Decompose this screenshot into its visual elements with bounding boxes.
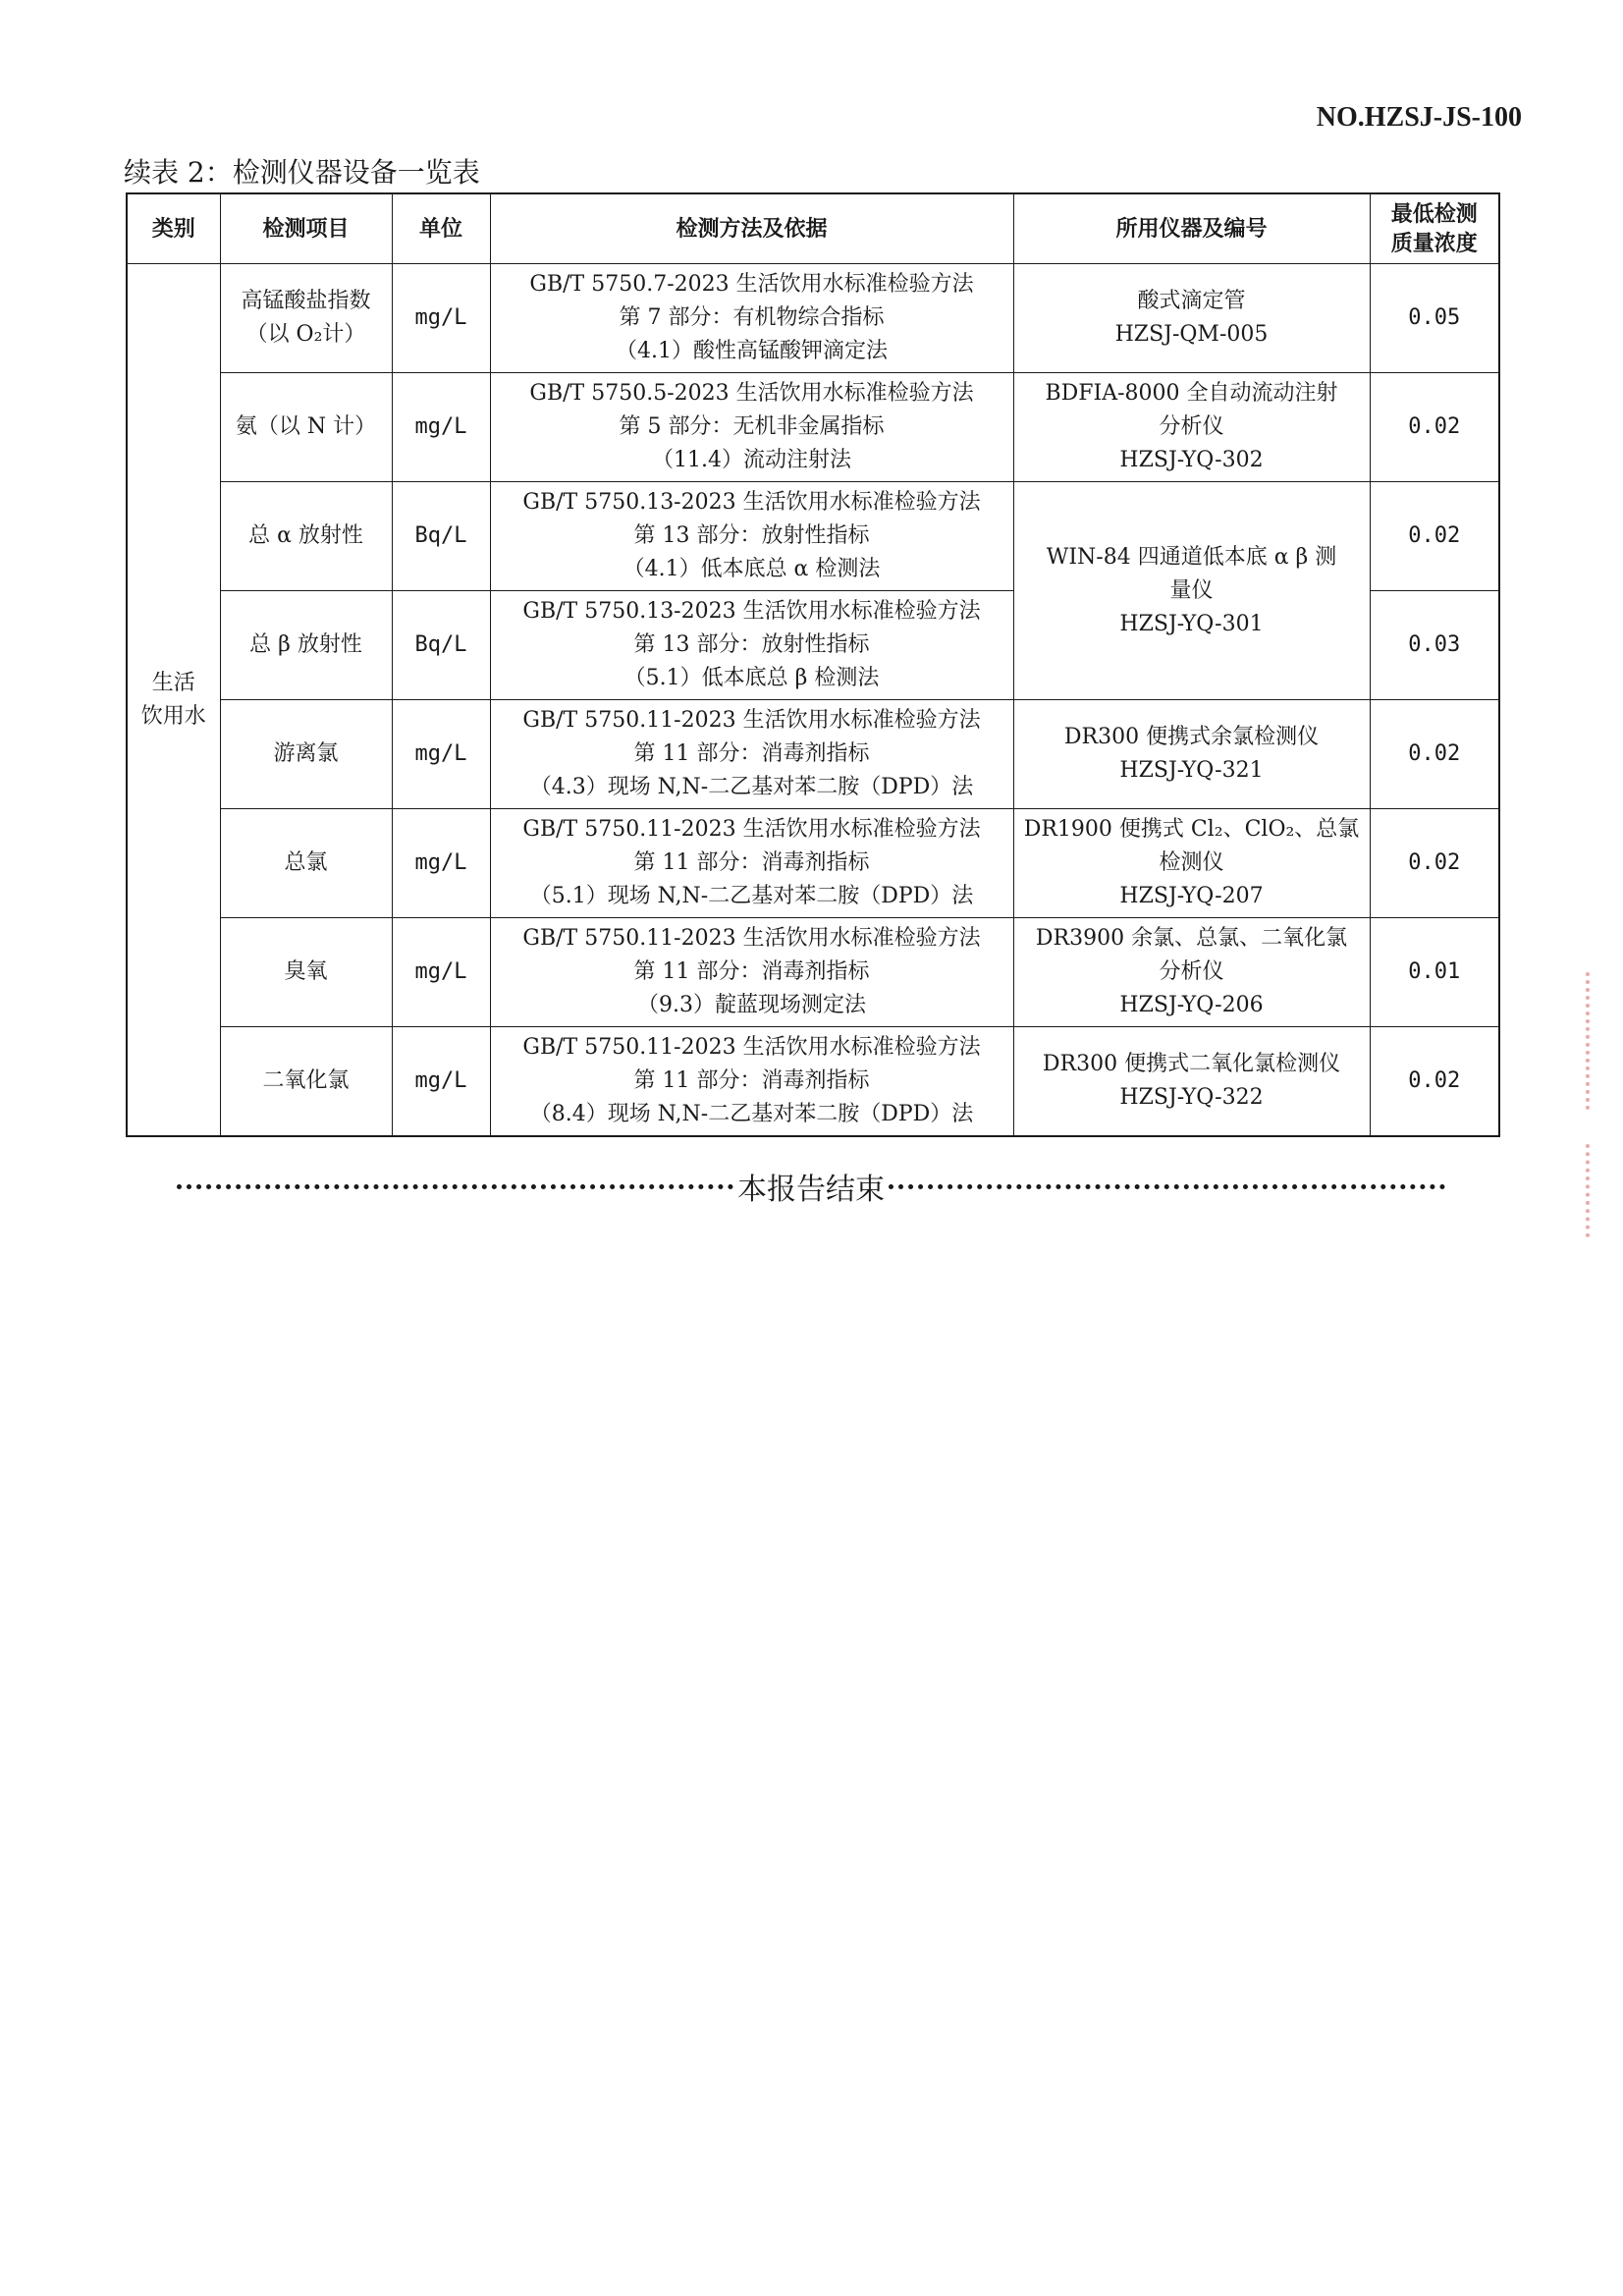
item-cell	[220, 918, 392, 1027]
instrument-line: BDFIA-8000 全自动流动注射	[1045, 381, 1338, 406]
item-cell	[220, 700, 392, 809]
instrument-cell	[1013, 809, 1370, 918]
method-line: 第 11 部分：消毒剂指标	[633, 959, 870, 984]
table-row	[127, 482, 1499, 591]
seal-fragment-lower	[1586, 1144, 1623, 1237]
header-limit-line: 质量浓度	[1390, 231, 1478, 256]
instrument-cell	[1013, 700, 1370, 809]
limit-cell: 0.02	[1370, 700, 1499, 809]
table-row	[127, 1027, 1499, 1137]
header-instrument: 所用仪器及编号	[1013, 193, 1370, 264]
item-line: 总氯	[284, 850, 328, 875]
method-cell	[490, 591, 1013, 700]
category-cell	[127, 264, 220, 1137]
method-line: 第 13 部分：放射性指标	[633, 632, 870, 657]
item-line: （以 O₂计）	[245, 322, 366, 347]
table-header-row	[127, 193, 1499, 264]
method-line: 第 7 部分：有机物综合指标	[619, 305, 885, 330]
method-line: 第 11 部分：消毒剂指标	[633, 741, 870, 766]
method-line: GB/T 5750.7-2023 生活饮用水标准检验方法	[529, 272, 974, 297]
method-line: GB/T 5750.11-2023 生活饮用水标准检验方法	[522, 926, 981, 951]
item-line: 二氧化氯	[262, 1068, 350, 1093]
category-line: 饮用水	[140, 703, 206, 729]
instrument-line: DR300 便携式余氯检测仪	[1063, 725, 1320, 749]
report-end-text: 本报告结束	[737, 1173, 885, 1207]
method-line: （5.1）现场 N,N-二乙基对苯二胺（DPD）法	[529, 884, 974, 908]
table-row	[127, 700, 1499, 809]
item-cell	[220, 1027, 392, 1137]
header-limit	[1370, 193, 1499, 264]
method-line: 第 5 部分：无机非金属指标	[619, 414, 885, 439]
item-line: 氨（以 N 计）	[235, 414, 377, 439]
dotted-leader-right	[889, 1184, 1445, 1189]
instrument-table	[126, 192, 1500, 1137]
item-cell	[220, 264, 392, 373]
unit-cell: mg/L	[392, 1027, 490, 1137]
method-line: GB/T 5750.11-2023 生活饮用水标准检验方法	[522, 1035, 981, 1060]
instrument-line: HZSJ-YQ-322	[1119, 1085, 1264, 1110]
item-line: 臭氧	[284, 959, 328, 984]
header-method: 检测方法及依据	[490, 193, 1013, 264]
item-line: 总 α 放射性	[248, 523, 363, 548]
instrument-line: HZSJ-YQ-302	[1119, 448, 1264, 472]
header-limit-line: 最低检测	[1390, 201, 1478, 227]
method-cell	[490, 809, 1013, 918]
method-cell	[490, 264, 1013, 373]
limit-cell: 0.01	[1370, 918, 1499, 1027]
method-line: （8.4）现场 N,N-二乙基对苯二胺（DPD）法	[529, 1102, 974, 1126]
category-line: 生活	[151, 670, 195, 695]
method-cell	[490, 1027, 1013, 1137]
instrument-line: WIN-84 四通道低本底 α β 测	[1046, 544, 1337, 570]
header-category: 类别	[127, 193, 220, 264]
limit-cell: 0.03	[1370, 591, 1499, 700]
instrument-cell	[1013, 264, 1370, 373]
method-line: （4.1）酸性高锰酸钾滴定法	[616, 339, 888, 363]
limit-cell: 0.05	[1370, 264, 1499, 373]
item-cell	[220, 373, 392, 482]
method-cell	[490, 482, 1013, 591]
method-line: （5.1）低本底总 β 检测法	[623, 666, 880, 690]
instrument-line: HZSJ-YQ-301	[1119, 611, 1264, 636]
method-line: 第 11 部分：消毒剂指标	[633, 850, 870, 875]
table-row	[127, 809, 1499, 918]
unit-cell: Bq/L	[392, 482, 490, 591]
instrument-cell	[1013, 482, 1370, 700]
item-cell	[220, 591, 392, 700]
item-line: 游离氯	[273, 741, 339, 766]
instrument-line: HZSJ-YQ-321	[1119, 758, 1264, 783]
item-cell	[220, 482, 392, 591]
instrument-cell	[1013, 918, 1370, 1027]
method-line: GB/T 5750.13-2023 生活饮用水标准检验方法	[522, 599, 981, 624]
header-unit: 单位	[392, 193, 490, 264]
seal-fragment-upper	[1586, 972, 1623, 1110]
report-end-line	[173, 1165, 1449, 1208]
method-line: GB/T 5750.5-2023 生活饮用水标准检验方法	[529, 381, 974, 406]
method-line: （11.4）流动注射法	[652, 448, 851, 472]
limit-cell: 0.02	[1370, 482, 1499, 591]
instrument-cell	[1013, 1027, 1370, 1137]
unit-cell: mg/L	[392, 918, 490, 1027]
instrument-line: 酸式滴定管	[1137, 289, 1246, 313]
instrument-line: 分析仪	[1159, 959, 1224, 984]
instrument-line: 量仪	[1169, 577, 1214, 603]
instrument-line: DR300 便携式二氧化氯检测仪	[1042, 1052, 1341, 1076]
method-line: 第 13 部分：放射性指标	[633, 523, 870, 548]
method-line: 第 11 部分：消毒剂指标	[633, 1068, 870, 1093]
table-caption: 续表 2：检测仪器设备一览表	[124, 156, 480, 189]
instrument-line: HZSJ-YQ-206	[1119, 993, 1264, 1017]
method-cell	[490, 700, 1013, 809]
instrument-line: 检测仪	[1159, 850, 1224, 875]
item-cell	[220, 809, 392, 918]
instrument-line: HZSJ-QM-005	[1114, 322, 1269, 347]
unit-cell: mg/L	[392, 700, 490, 809]
limit-cell: 0.02	[1370, 809, 1499, 918]
instrument-line: HZSJ-YQ-207	[1119, 884, 1264, 908]
instrument-line: 分析仪	[1159, 414, 1224, 439]
limit-cell: 0.02	[1370, 373, 1499, 482]
method-line: （9.3）靛蓝现场测定法	[637, 993, 866, 1017]
unit-cell: mg/L	[392, 264, 490, 373]
unit-cell: mg/L	[392, 373, 490, 482]
dotted-leader-left	[177, 1184, 733, 1189]
method-line: （4.1）低本底总 α 检测法	[622, 557, 881, 581]
table-row	[127, 918, 1499, 1027]
item-line: 总 β 放射性	[249, 632, 362, 657]
instrument-line: DR3900 余氯、总氯、二氧化氯	[1035, 926, 1348, 951]
method-line: （4.3）现场 N,N-二乙基对苯二胺（DPD）法	[529, 775, 974, 799]
table-row	[127, 264, 1499, 373]
method-line: GB/T 5750.11-2023 生活饮用水标准检验方法	[522, 708, 981, 733]
instrument-cell	[1013, 373, 1370, 482]
unit-cell: Bq/L	[392, 591, 490, 700]
header-item: 检测项目	[220, 193, 392, 264]
method-line: GB/T 5750.11-2023 生活饮用水标准检验方法	[522, 817, 981, 842]
method-cell	[490, 373, 1013, 482]
unit-cell: mg/L	[392, 809, 490, 918]
instrument-line: DR1900 便携式 Cl₂、ClO₂、总氯	[1023, 817, 1360, 842]
method-line: GB/T 5750.13-2023 生活饮用水标准检验方法	[522, 490, 981, 515]
table-row	[127, 373, 1499, 482]
limit-cell: 0.02	[1370, 1027, 1499, 1137]
item-line: 高锰酸盐指数	[241, 289, 371, 313]
method-cell	[490, 918, 1013, 1027]
document-number: NO.HZSJ-JS-100	[1316, 102, 1522, 133]
